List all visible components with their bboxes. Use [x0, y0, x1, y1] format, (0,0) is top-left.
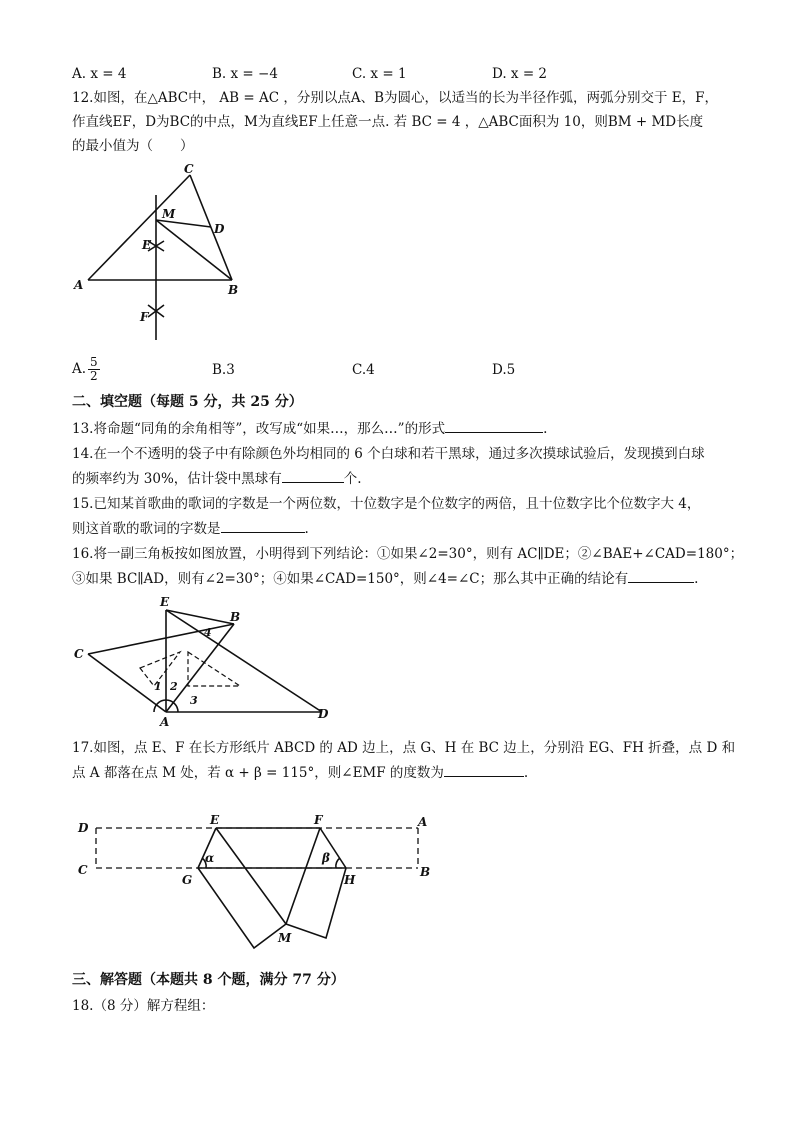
q14-answer-blank — [282, 468, 344, 483]
q16-figure — [70, 595, 340, 730]
q15-line-2 — [72, 518, 309, 539]
q17-label-b: B — [420, 865, 431, 879]
q17-label-d: D — [78, 821, 89, 835]
q16-angle-2: 2 — [170, 680, 178, 693]
q17-figure — [78, 812, 438, 952]
q16-answer-blank — [628, 568, 694, 583]
q12-line-2: 作直线EF，D为BC的中点，M为直线EF上任意一点. 若 BC = 4 ，△ABC面积为 10，则BM + MD长度 — [72, 114, 704, 130]
q13-line — [72, 418, 547, 439]
q12-label-e: E — [142, 238, 152, 252]
q12-option-a-prefix: A. — [72, 361, 87, 377]
section-2-title: 二、填空题（每题 5 分，共 25 分） — [72, 394, 303, 410]
q16-end: . — [694, 571, 699, 587]
q13-text: 13.将命题“同角的余角相等”，改写成“如果…，那么…”的形式 — [72, 421, 446, 437]
q16-angle-3: 3 — [190, 694, 198, 707]
q17-end: . — [523, 765, 529, 781]
q12-line-1: 12.如图，在△ABC中， AB = AC ，分别以点A、B为圆心，以适当的长为半径作弧，两弧分别交于 E，F， — [72, 90, 719, 106]
q17-text: 点 A 都落在点 M 处，若 α + β = 115°，则∠EMF 的度数为 — [72, 765, 444, 781]
q17-label-h: H — [344, 873, 356, 887]
q12-option-a-numerator: 5 — [90, 355, 98, 369]
q15-end: . — [304, 521, 309, 537]
q16-angle-1: 1 — [154, 680, 162, 693]
q11-option-c: C. x = 1 — [352, 66, 407, 82]
q17-line-2 — [72, 762, 528, 783]
q12-label-b: B — [228, 283, 239, 297]
q17-label-beta: β — [322, 851, 330, 865]
q16-angle-4: 4 — [204, 626, 212, 639]
q11-option-d: D. x = 2 — [492, 66, 548, 82]
q12-label-f: F — [140, 310, 149, 324]
q12-option-d: D.5 — [492, 362, 516, 378]
q17-beta-arc — [336, 858, 340, 868]
q17-line-1: 17.如图，点 E、F 在长方形纸片 ABCD 的 AD 边上，点 G、H 在 BC 边上，分别沿 EG、FH 折叠，点 D 和 — [72, 740, 736, 756]
q17-label-a: A — [418, 815, 428, 829]
q12-figure — [70, 162, 250, 345]
q17-label-f: F — [314, 813, 323, 827]
q15-answer-blank — [221, 518, 305, 533]
q17-label-m: M — [278, 931, 292, 945]
q12-line-3: 的最小值为（ ） — [72, 138, 194, 154]
q12-option-a — [72, 356, 100, 383]
q12-option-c: C.4 — [352, 362, 375, 378]
q12-side-ac — [88, 175, 190, 280]
q14-line-1: 14.在一个不透明的袋子中有除颜色外均相同的 6 个白球和若干黑球，通过多次摸球试验后，发现摸到白球 — [72, 446, 705, 462]
q15-text: 则这首歌的歌词的字数是 — [72, 521, 221, 537]
q11-option-a: A. x = 4 — [72, 66, 127, 82]
q16-line-1: 16.将一副三角板按如图放置，小明得到下列结论：①如果∠2=30°，则有 AC∥DE；②∠BAE+∠CAD=180°； — [72, 546, 744, 562]
q16-label-c: C — [74, 647, 84, 661]
q17-folded-flap-right — [286, 868, 346, 938]
q16-label-a: A — [160, 715, 170, 729]
q14-end: 个. — [343, 471, 362, 487]
q15-line-1: 15.已知某首歌曲的歌词的字数是一个两位数，十位数字是个位数字的两倍，且十位数字比个位数字大 4， — [72, 496, 701, 512]
q14-text: 的频率约为 30%，估计袋中黑球有 — [72, 471, 282, 487]
q16-inner-triangle-2 — [188, 652, 240, 686]
q12-option-b: B.3 — [212, 362, 235, 378]
q13-answer-blank — [445, 418, 543, 433]
q16-segment-cb — [88, 624, 234, 654]
q16-label-b: B — [230, 610, 241, 624]
q16-text: ③如果 BC∥AD，则有∠2=30°；④如果∠CAD=150°，则∠4=∠C；那么其中正确的结论有 — [72, 571, 629, 587]
q17-label-g: G — [182, 873, 193, 887]
q11-option-b: B. x = −4 — [212, 66, 278, 82]
q16-line-2 — [72, 568, 698, 589]
q18-line: 18.（8 分）解方程组： — [72, 998, 215, 1014]
q16-segment-ba — [166, 624, 234, 712]
q12-option-a-fraction — [88, 356, 100, 383]
q12-label-m: M — [162, 207, 176, 221]
q13-end: . — [543, 421, 548, 437]
q12-label-a: A — [74, 278, 84, 292]
q17-label-c: C — [78, 863, 88, 877]
q12-label-d: D — [214, 222, 225, 236]
q16-label-d: D — [318, 707, 329, 721]
q14-line-2 — [72, 468, 362, 489]
section-3-title: 三、解答题（本题共 8 个题，满分 77 分） — [72, 972, 345, 988]
q17-folded-flap-left — [198, 868, 286, 948]
q12-label-c: C — [184, 162, 194, 176]
q16-label-e: E — [160, 595, 170, 609]
q17-label-alpha: α — [205, 851, 215, 865]
q17-segment-fm — [286, 828, 320, 924]
q17-answer-blank — [444, 762, 524, 777]
q17-label-e: E — [210, 813, 220, 827]
q12-option-a-denominator: 2 — [90, 369, 98, 383]
